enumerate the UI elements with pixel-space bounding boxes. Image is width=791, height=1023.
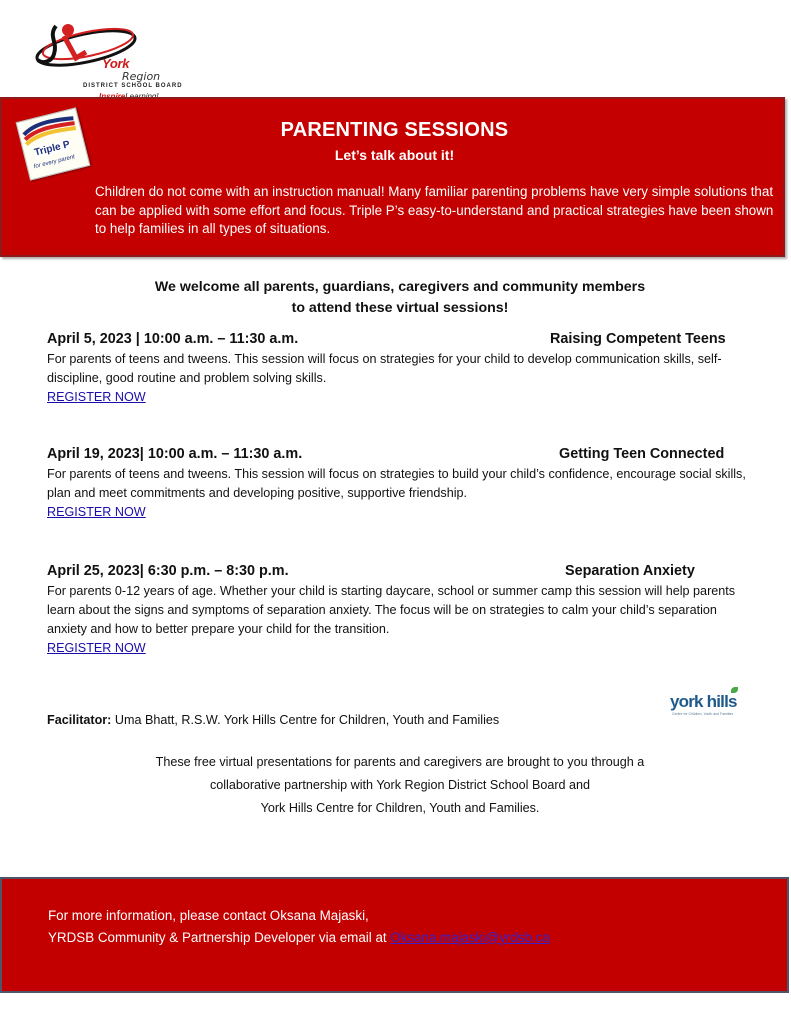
partnership-line-2: collaborative partnership with York Region District School Board and [209,778,591,792]
register-now-link[interactable]: REGISTER NOW [47,641,146,655]
page-subtitle: Let’s talk about it! [334,147,455,163]
register-now-link[interactable]: REGISTER NOW [47,390,146,404]
session-topic: Raising Competent Teens [550,331,726,347]
session-topic: Separation Anxiety [565,563,695,579]
yrdsb-logo [28,8,183,94]
page-title: PARENTING SESSIONS [280,119,509,141]
facilitator-info [47,713,499,727]
session-description: For parents of teens and tweens. This session will focus on strategies to build your child’s confidence, encourage social skills, plan and meet commitments and developing positive, supportive friendship. [47,467,746,500]
session-item [47,331,747,407]
header-banner [0,97,785,257]
york-hills-name: york hills [670,692,737,711]
register-now-link[interactable]: REGISTER NOW [47,505,146,519]
triple-p-name: Triple P [33,139,72,159]
session-description: For parents 0-12 years of age. Whether your child is starting daycare, school or summer camp this session will help parents learn about the signs and symptoms of separation anxiety. The focus will be on strategies to calm your child’s separation anxiety and how to better prepare your child for the transition. [47,584,736,636]
welcome-line-1: We welcome all parents, guardians, caregivers and community members [154,279,646,295]
partnership-line-1: These free virtual presentations for parents and caregivers are brought to you through a [155,755,645,769]
intro-paragraph: Children do not come with an instruction manual! Many familiar parenting problems have very simple solutions that can be applied with some effort and focus. Triple P’s easy-to-understand and practical strategies have been shown to help families in all types of situations. [95,184,774,236]
contact-text [48,905,550,948]
contact-footer [0,877,789,993]
contact-line-2-prefix: YRDSB Community & Partnership Developer via email at [48,929,391,945]
session-item [47,563,747,658]
session-item [47,446,747,522]
triple-p-tagline: for every parent [33,154,76,171]
session-date: April 25, 2023| 6:30 p.m. – 8:30 p.m. [47,563,289,579]
welcome-line-2: to attend these virtual sessions! [291,300,509,316]
partnership-note [60,751,740,820]
logo-board-text: DISTRICT SCHOOL BOARD [83,83,183,89]
contact-email-link[interactable]: Oksana.majaski@yrdsb.ca [390,929,550,945]
partnership-line-3: York Hills Centre for Children, Youth and Families. [260,801,540,815]
welcome-message [60,277,740,319]
contact-line-2 [48,927,550,949]
facilitator-label: Facilitator: [47,713,112,727]
logo-region-text: Region [122,70,161,83]
session-description: For parents of teens and tweens. This session will focus on strategies for your child to develop communication skills, self-discipline, good routine and problem solving skills. [47,352,722,385]
york-hills-tagline: Centre for Children, Youth and Families [672,712,734,716]
facilitator-value: Uma Bhatt, R.S.W. York Hills Centre for Children, Youth and Families [111,713,500,727]
logo-york-text: York [102,56,130,71]
session-date: April 5, 2023 | 10:00 a.m. – 11:30 a.m. [47,331,299,347]
contact-line-1: For more information, please contact Oksana Majaski, [48,908,369,923]
session-date: April 19, 2023| 10:00 a.m. – 11:30 a.m. [47,446,303,462]
session-topic: Getting Teen Connected [559,446,725,462]
york-hills-logo [668,690,750,720]
